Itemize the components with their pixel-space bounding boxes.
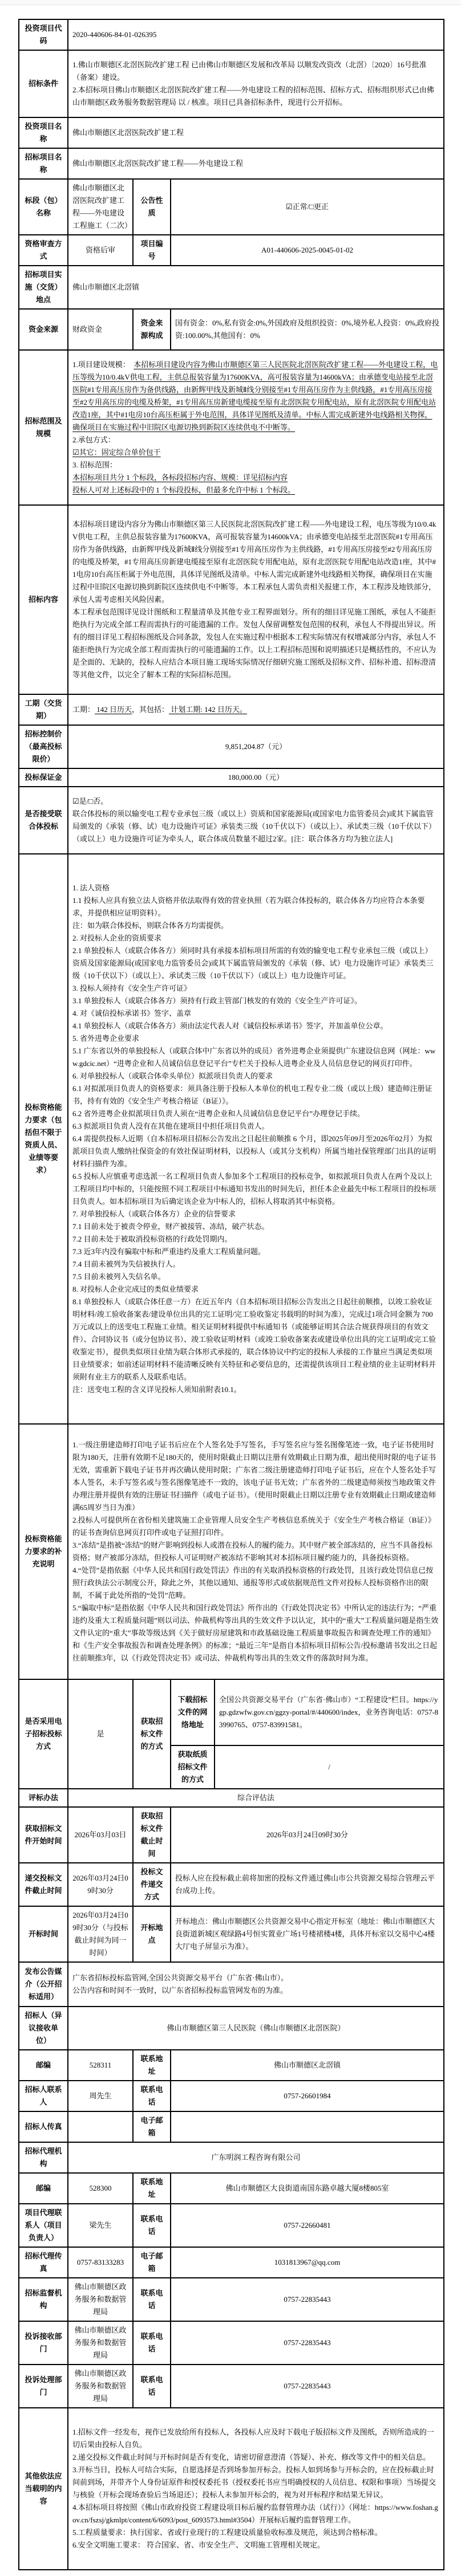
bid-deposit-label: 投标保证金 bbox=[19, 768, 68, 787]
tenderer-address-label: 联系地址 bbox=[133, 2050, 171, 2081]
doc-obtain-method-label: 获取招标文件的方式 bbox=[133, 1679, 171, 1789]
scope-item-6: 投标人可对上述标段中的 1 个标段投标，但最多允许中标 1 个标段。 bbox=[72, 486, 296, 494]
supervisor-value: 佛山市顺德区政务服务和数据管理局 bbox=[68, 2278, 133, 2321]
bid-deadline-value: 2026年03月24日09时30分 bbox=[68, 1863, 133, 1906]
investment-project-name-value: 佛山市顺德区北滘医院改扩建工程 bbox=[68, 117, 444, 148]
tenderer-label: 招标人（异议接收单位） bbox=[19, 2007, 68, 2050]
row-complaint-receiving bbox=[19, 2321, 444, 2365]
delivery-location-value: 佛山市顺德区北滘镇 bbox=[68, 266, 444, 309]
row-tender-conditions bbox=[19, 50, 444, 117]
qualification-method-value: 资格后审 bbox=[68, 235, 133, 266]
tender-scope-label: 招标范围及规模 bbox=[19, 350, 68, 505]
qualification-supplement-label: 投标资格能力要求的补充说明 bbox=[19, 1424, 68, 1679]
bidder-qualification-value: 1. 法人资格 1.1 投标人应具有独立法人资格并依法取得有效的营业执照（若为联合体投标的，联合体各方均应符合本条要求，并提供相应证明资料）。 注：如为联合体投标，则联合体各方均需提供。 2. 对投标人企业的资质要求 2.1 单独投标人（或联合体各方）须同时具有承接本招标项目所需的有效的输变电工程专业承包三级（或以上）资质及国家能源局(或国家电力监管委员会)或其下属监管局颁发的《承装（修、试）电力设施许可证》承装类三级（10千伏以下）（或以上）、承试类三级（10千伏以下）（或以上）电力设施许可证。 3. 投标人须持有《安全生产许可证》 3.1 单独投标人（或联合体各方）须持有行政主管部门核发的有效的《安全生产许可证》。 4. 对《诚信投标承诺书》签字、盖章 4.1 单独投标人（或联合体各方）须由法定代表人对《诚信投标承诺书》签字，并加盖单位公章。 5. 省外进粤企业要求 5.1 广东省以外的单独投标人（或联合体中广东省以外的成员）省外进粤企业须提供广东建设信息网（网址：www.gdcic.net）“进粤企业和人员诚信信息登记平台”专栏关于投标人进粤企业及人员信息登记的网页打印件。 6. 对单独投标人（或联合体牵头单位）拟派项目负责人的要求 6.1 对拟派项目负责人的资格要求：须具备注册于投标人本单位的机电工程专业二级（或以上级）建造师注册证书，持有有效的《安全生产考核合格证（B证）》。 6.2 省外进粤企业拟派项目负责人须在“进粤企业和人员诚信信息登记平台”办理登记手续。 6.3 拟派项目负责人没有在其他在建项目中担任项目负责人。 6.4 需提供投标人近期（自本招标项目招标公告发出之日起往前顺推 6 个月，即2025年09月至2026年02月）为拟派项目负责人缴纳社保资金的有效社保证明材料，以投标人（或其分支机构）所属当地社保管理部门出具的证明材料扫描件为准。 6.5 投标人应慎重考虑选派一名工程项目负责人参加多个工程项目的投标竞争，如拟派项目负责人在两个及以上工程项目均中标的，只能按照不同工程项目中标通知书发出的时间先后，担任本企业最先中标工程项目的投标项目负责人。如本招标项目为后确定该企业为中标人的，招标人将取消其中标资格。 7. 对单独投标人（或联合体各方）企业的信誉要求 7.1 目前未处于被责令停业，财产被接管、冻结，破产状态。 7.2 目前未处于被取消投标资格的行政处罚期内。 7.3 近3年内没有骗取中标和严重违约及重大工程质量问题。 7.4 目前未被列为失信被执行人。 7.5 目前未被列入失信名单。 8. 对投标人企业完成过的类似业绩要求 8.1 单独投标人（或联合体任意一方）在近五年内（自本招标项目招标公告发出之日起往前顺推，以竣工验收证明材料/竣工验收备案表/建设单位出具的完工证明/完工验收鉴定书载明的时间为准），完成过1项合同金额为 700万元或以上的送变电工程施工业绩。相关证明材料提供中标通知书（或能够证明其合法合规获得项目的有效文件）、合同协议书（或分包协议书）、竣工验收证明材料（或竣工验收备案表或建设单位出具的完工证明或完工验收鉴定书），提供类似项目业绩为联合体形式承接的，联合体协议中约定的投标人承接的工作量应当满足类似项目业绩要求；如前述证明材料不能清晰反映有关特征和必要信息的，还需提供该项目工程业绩的业主证明材料并须附有业主方的联系人及联系电话。 注：送变电工程的含义详见投标人须知前附表10.1。 bbox=[68, 854, 444, 1424]
row-duration bbox=[19, 694, 444, 725]
tender-conditions-value: 1.佛山市顺德区北滘医院改扩建工程 已由佛山市顺德区发展和改革局 以顺发改资改（北滘）〔2020〕16号批准（备案）建设。 2.本招标项目佛山市顺德区北滘医院改扩建工程——外电建设工程的招标范围、招标方式、招标组织形式已由佛山市顺德区政务服务数据管理局 以 / 核准。项目已具备招标条件，现进行公开招标。 bbox=[68, 50, 444, 117]
announcement-media-value: 广东省招标投标监管网,全国公共资源交易平台（广东省·佛山市）。 公告内容和时间不一致时，以广东省招标投标监管网发布的为准。 bbox=[68, 1962, 444, 2007]
complaint-handling-label: 投诉处理部门 bbox=[19, 2365, 68, 2408]
scope-item-4: 3. 招标范围： bbox=[72, 461, 118, 469]
evaluation-method-value: 综合评估法 bbox=[68, 1789, 444, 1807]
consortium-value bbox=[68, 787, 444, 854]
paper-doc-method-value: / bbox=[215, 1745, 444, 1789]
row-qualification-method bbox=[19, 235, 444, 266]
agency-value: 广东明润工程咨询有限公司 bbox=[68, 2142, 444, 2173]
agency-contact-label: 项目代理联系人（项目负责人） bbox=[19, 2204, 68, 2247]
row-complaint-handling bbox=[19, 2365, 444, 2408]
tenderer-postcode-label: 邮编 bbox=[19, 2050, 68, 2081]
row-bid-deposit bbox=[19, 768, 444, 787]
complaint-receiving-phone-label: 联系电话 bbox=[133, 2321, 171, 2365]
fund-source-value: 财政资金 bbox=[68, 309, 133, 350]
section-name-label: 标段（包）名称 bbox=[19, 179, 68, 235]
row-bid-opening bbox=[19, 1906, 444, 1962]
agency-phone-label: 联系电话 bbox=[133, 2204, 171, 2247]
project-number-value: A01-440606-2025-0045-01-02 bbox=[171, 235, 444, 266]
control-price-value: 9,851,204.87（元） bbox=[68, 725, 444, 768]
agency-email-value: 1031813967@qq.com bbox=[171, 2247, 444, 2278]
row-tenderer-contact bbox=[19, 2081, 444, 2111]
tender-announcement-table bbox=[18, 19, 444, 2570]
row-consortium bbox=[19, 787, 444, 854]
supervisor-label: 招标监督机构 bbox=[19, 2278, 68, 2321]
project-number-label: 项目编号 bbox=[133, 235, 171, 266]
fund-source-label: 资金来源 bbox=[19, 309, 68, 350]
row-bid-submission bbox=[19, 1863, 444, 1906]
tender-conditions-label: 招标条件 bbox=[19, 50, 68, 117]
complaint-handling-phone-label: 联系电话 bbox=[133, 2365, 171, 2408]
announcement-media-label: 发布公告媒介（公开招标适用） bbox=[19, 1962, 68, 2007]
notice-nature-checkbox-value: ☑正常/□更正 bbox=[171, 179, 444, 235]
doc-obtain-deadline-label: 获取招标文件截止时间 bbox=[133, 1807, 171, 1863]
scope-item-2: 2.承包方式： bbox=[72, 436, 115, 444]
qualification-method-label: 资格审查方式 bbox=[19, 235, 68, 266]
row-agency-contact bbox=[19, 2204, 444, 2247]
agency-email-label: 电子邮箱 bbox=[133, 2247, 171, 2278]
duration-value: 工期： 142 日历天，其包括： 计划工期: 142 日历天。 bbox=[68, 694, 444, 725]
paper-doc-method-label: 获取纸质招标文件的方式 bbox=[171, 1745, 215, 1789]
agency-contact-value: 梁先生 bbox=[68, 2204, 133, 2247]
agency-address-value: 佛山市顺德区大良街道南国东路卓越大厦8楼805室 bbox=[171, 2173, 444, 2204]
row-investment-project-name bbox=[19, 117, 444, 148]
row-agency bbox=[19, 2142, 444, 2173]
tenderer-email-value bbox=[171, 2111, 444, 2142]
duration-label: 工期（交货期） bbox=[19, 694, 68, 725]
agency-fax-label: 招标代理传真 bbox=[19, 2247, 68, 2278]
row-section-name bbox=[19, 179, 444, 235]
tenderer-fax-label: 招标人传真 bbox=[19, 2111, 68, 2142]
scope-item-3-checkbox: ☑其它：固定综合单价包干 bbox=[72, 448, 161, 457]
row-supervisor bbox=[19, 2278, 444, 2321]
tenderer-phone-value: 0757-26601984 bbox=[171, 2081, 444, 2111]
agency-postcode-value: 528300 bbox=[68, 2173, 133, 2204]
complaint-receiving-label: 投诉接收部门 bbox=[19, 2321, 68, 2365]
row-tender-content bbox=[19, 505, 444, 694]
complaint-handling-phone-value: 0757-22835443 bbox=[171, 2365, 444, 2408]
scope-item-5: 本招标项目共分 1 个标段，各标段招标内容、规模：详见招标内容 bbox=[72, 473, 288, 482]
electronic-bidding-label: 是否采用电子招标投标方式 bbox=[19, 1679, 68, 1789]
fund-composition-value: 国有资金：0%,私有资金:0%,外国政府及组织投资：0%,境外私人投资：0%,政府投资:100.00%,其他国有：0% bbox=[171, 309, 444, 350]
tenderer-email-label: 电子邮箱 bbox=[133, 2111, 171, 2142]
row-tender-project-name bbox=[19, 148, 444, 179]
project-code-label: 投资项目代码 bbox=[19, 19, 68, 50]
bid-submit-method-value: 投标人应在投标截止前将加密的投标文件通过佛山市公共资源交易综合管理云平台成功上传。 bbox=[171, 1863, 444, 1906]
tenderer-postcode-value: 528311 bbox=[68, 2050, 133, 2081]
row-delivery-location bbox=[19, 266, 444, 309]
other-required-content-value: 1.招标文件一经发布，视作已发放给所有投标人，各投标人应及时下载电子版招标文件及图纸，否则所造成的一切后果由投标人自负。 2.递交投标文件截止时间与开标时间是否有变化，请密切留意澄清（答疑）、补充、修改等文件中的相关信息。 3.开标当日，投标人可结合实际，自愿选择是否到场参加开标会。投标人如到场参与开标会的，应在投标截止时间前到场，并带齐个人身份证原件和授权委托书（授权委托书应当明确授权的人员信息、权限和事项）当场提交与核验（开标会现场查验后当场退还）；投标人未参加开标会的，视为对开标程序和结果无异议。 4.本招标项目将按照《佛山市政府投资工程建设项目标后履约监督管理办法（试行）》（网址：https://www.foshan.gov.cn/fszsj/gkmlpt/content/6/6093/post_6093573.html#3504）开展标后履约监督管理工作。 5.工程质量要求：执行国家、省或行业现行的工程建设质量验收标准及规范，须达到合格标准。 6.安全文明施工要求： 符合国家、省、市安全生产、文明施工管理相关规定。 bbox=[68, 2408, 444, 2570]
tenderer-value: 佛山市顺德区第三人民医院（佛山市顺德区北滘医院） bbox=[68, 2007, 444, 2050]
doc-obtain-deadline-value: 2026年03月24日09时30分 bbox=[171, 1807, 444, 1863]
scope-item-1: 1.项目建设规模： 本招标项目建设内容为佛山市顺德区第三人民医院北滘医院改扩建工程——外电建设工程，电压等级为10/0.4kV供电工程，主供总报装容量为17600KVA，高可报装容量为14600kVA；由承德变电站接至北滘医院#1专用高压房作为备供线路，由新辉甲线及新城Ⅱ线分别接至#1专用高压房作为主供线路，#1专用高压房接至#2专用高压房的电缆及桥架，#1专用高压房新建电缆接至原有北滘医院专用配电站，原有北滘医院专用配电站改造1座，其中#1电房10台高压柜属于外电范围，具体详见图纸及清单。中标人需完成新建外电线路相关物探，确保项目在实施过程中旧院区电源切换到新院区连续供电不中断等。 bbox=[72, 360, 438, 432]
row-evaluation-method bbox=[19, 1789, 444, 1807]
agency-fax-value: 0757-83133283 bbox=[68, 2247, 133, 2278]
doc-download-url-label: 下载招标文件的网络地址 bbox=[171, 1679, 215, 1745]
tender-project-name-value: 佛山市顺德区北滘医院改扩建工程——外电建设工程 bbox=[68, 148, 444, 179]
delivery-location-label: 招标项目实施（交货）地点 bbox=[19, 266, 68, 309]
consortium-text: 联合体投标的须以输变电工程专业承包三级（或以上）资质和国家能源局(或国家电力监管委员会)或其下属监管局颁发的《承装（修、试）电力设施许可证》承装类三级（10千伏以下）（或以上）、承试类三级（10千伏以下）（或以上）电力设施许可证为牵头人，联合体成员数量不超过2家。[注：联合体各方均为独立法人] bbox=[72, 809, 436, 843]
consortium-label: 是否接受联合体投标 bbox=[19, 787, 68, 854]
project-code-value: 2020-440606-84-01-026395 bbox=[68, 19, 444, 50]
qualification-supplement-value: 1.一级注册建造师打印电子证书后应在个人签名处手写签名，手写签名应与签名图像笔迹一致，电子证书使用时限为180天，注册有效期不足180天的，使用时限截止日期以注册有效期截止日期为准，超出使用时限的电子证书无效，需重新下载电子证书并再次确认使用时限；广东省二级注册建造师打印电子证书后，应在个人签名处手写本人签名，未手写签名或与签名图像笔迹不一致的，该电子证书无效；广东省外的二级建造师须按当地政策文件办理注册并提供有效的注册证书扫描件（或电子证书）。（使用时限截止日期以注册专业有效期截止日期或建造师满65周岁当日为准） 2.投标人可提供所在省份相关建筑施工企业管理人员安全生产考核信息系统关于《安全生产考核合格证（B证）》的证书查询信息网页打印件或电子证照打印件。 3.“冻结”是指被“冻结”的财产影响到投标人或潜在投标人的履约能力。其中财产被全部冻结的，应当不具备投标资格；财产被部分冻结，但投标人可证明财产被冻结不影响其对本招标项目履约能力的，具备投标资格。 4.“处罚”是指依据《中华人民共和国行政处罚法》作出的有关取消投标资格的行政处罚，且该行政处罚信息已按照行政执法公示制度公开，除此之外，其他以通知、通报等形式或依据规范性文件对投标人投标资格作出的限制，不属于此处所指的“处罚”范畴。 5.“骗取中标”是指依据《中华人民共和国行政处罚法》所作出的《行政处罚决定书》中所认定的违法行为；“严重违约及重大工程质量问题”则以司法、仲裁机构等出具的生效文件予以认定，其中的“重大”工程质量问题是指生效文件认定的“重大”事故等级达到《关于做好房屋建筑和市政基础设施工程质量事故报告和调查处理工作的通知》和《生产安全事故报告和调查处理条例》的标准；“最近三年”是指自本招标项目招标公告/投标邀请书发出之日起往前顺推3年，以《行政处罚决定书》或司法、仲裁机构等出具的生效文件的落款时间为准。 bbox=[68, 1424, 444, 1679]
bid-opening-place-label: 开标地点 bbox=[133, 1906, 171, 1962]
agency-phone-value: 0757-22660481 bbox=[171, 2204, 444, 2247]
row-electronic-bidding bbox=[19, 1679, 444, 1745]
row-other-required-content bbox=[19, 2408, 444, 2570]
bid-submit-method-label: 投标文件递交方式 bbox=[133, 1863, 171, 1906]
investment-project-name-label: 投资项目名称 bbox=[19, 117, 68, 148]
fund-composition-label: 资金来源构成 bbox=[133, 309, 171, 350]
bid-opening-time-label: 开标时间 bbox=[19, 1906, 68, 1962]
tenderer-phone-label: 联系电话 bbox=[133, 2081, 171, 2111]
row-control-price bbox=[19, 725, 444, 768]
tenderer-address-value: 佛山市顺德区北滘镇 bbox=[171, 2050, 444, 2081]
bid-deposit-value: 180,000.00（元） bbox=[68, 768, 444, 787]
top-strip bbox=[0, 0, 461, 5]
row-doc-obtain-time bbox=[19, 1807, 444, 1863]
row-bidder-qualification bbox=[19, 854, 444, 1424]
tender-scope-value bbox=[68, 350, 444, 505]
tender-content-value: 本招标项目建设内容分为佛山市顺德区第三人民医院北滘医院改扩建工程——外电建设工程，电压等级为10/0.4kV供电工程，主供总报装容量为17600KVA，高可报装容量为14600kVA；由承德变电站接至北滘医院#1专用高压房作为备供线路，由新辉甲线及新城Ⅱ线分别接至#1专用高压房作为主供线路，#1专用高压房接至#2专用高压房的电缆及桥架，#1专用高压房新建电缆接至原有北滘医院专用配电站，原有北滘医院专用配电站改造1座，其中#1电房10台高压柜属于外电范围，具体详见图纸及清单。中标人需完成新建外电线路相关物探，确保项目在实施过程中旧院区电源切换到新院区连续供电不中断等。本工程承包人需负责相关报建工作，本工程涉及地铁部分，承包人需考虑相关风险因素。 本工程承包范围详见设计图纸和工程量清单及其他专业工程界面划分。所有的细目详见施工图纸，承包人不能拒绝执行为完成全部工程而需执行的可能遗漏的工作。发包人保留调整发包范围的权利，承包人不得提出异议。所有的细目详见工程招标图纸及合同条款，发包人在实施过程中根据本工程实际情况有权增减部分内容，承包人不能拒绝执行为完成全部工程而需执行的可能遗漏的工作。以上工程招标范围和说明描述只是概括性的，不应认为是全面的、无缺的，投标人应结合本项目施工现场实际情况仔细研究施工图纸及招标文件、招标补遗、招标澄清等其他文件，以完全了解本工程的实际招标范围。 bbox=[68, 505, 444, 694]
tenderer-fax-value bbox=[68, 2111, 133, 2142]
agency-postcode-label: 邮编 bbox=[19, 2173, 68, 2204]
doc-obtain-start-label: 获取招标文件开始时间 bbox=[19, 1807, 68, 1863]
bid-opening-place-value: 开标地点：佛山市顺德区公共资源交易中心指定开标室（地址：佛山市顺德区大良街道新城区观绿路4号恒实置业广场1号楼裙楼4楼，具体开标室以交易中心4楼大厅电子屏显示为准）。 bbox=[171, 1906, 444, 1962]
row-tender-scope bbox=[19, 350, 444, 505]
electronic-bidding-value: 是 bbox=[68, 1679, 133, 1789]
row-project-code bbox=[19, 19, 444, 50]
bidder-qualification-label: 投标资格能力要求（包括但不限于资质人员、业绩等要求） bbox=[19, 854, 68, 1424]
evaluation-method-label: 评标办法 bbox=[19, 1789, 68, 1807]
tenderer-contact-label: 招标人联系人 bbox=[19, 2081, 68, 2111]
row-agency-fax bbox=[19, 2247, 444, 2278]
doc-obtain-start-value: 2026年03月03日 bbox=[68, 1807, 133, 1863]
supervisor-phone-label: 联系电话 bbox=[133, 2278, 171, 2321]
complaint-receiving-phone-value: 0757-22835443 bbox=[171, 2321, 444, 2365]
row-tenderer-postcode bbox=[19, 2050, 444, 2081]
complaint-handling-value: 佛山市顺德区政务服务和数据管理局 bbox=[68, 2365, 133, 2408]
row-fund-source bbox=[19, 309, 444, 350]
supervisor-phone-value: 0757-22835443 bbox=[171, 2278, 444, 2321]
row-tenderer bbox=[19, 2007, 444, 2050]
agency-address-label: 联系地址 bbox=[133, 2173, 171, 2204]
bid-opening-time-value: 2026年03月24日09时30分（与投标截止时间为同一时间） bbox=[68, 1906, 133, 1962]
other-required-content-label: 其他依法应当载明的内容 bbox=[19, 2408, 68, 2570]
row-tenderer-fax bbox=[19, 2111, 444, 2142]
notice-nature-label: 公告性质 bbox=[133, 179, 171, 235]
complaint-receiving-value: 佛山市顺德区政务服务和数据管理局 bbox=[68, 2321, 133, 2365]
bid-deadline-label: 递交投标文件截止时间 bbox=[19, 1863, 68, 1906]
row-agency-postcode bbox=[19, 2173, 444, 2204]
section-name-value: 佛山市顺德区北滘医院改扩建工程——外电建设工程施工（二次） bbox=[68, 179, 133, 235]
doc-download-url-value: 全国公共资源交易平台（广东省·佛山市）“工程建设”栏目。https://ygp.gdzwfw.gov.cn/ggzy-portal/#/440600/index，业务咨询电话：0757-83990765、0757-83991581。 bbox=[215, 1679, 444, 1745]
tender-project-name-label: 招标项目名称 bbox=[19, 148, 68, 179]
row-announcement-media bbox=[19, 1962, 444, 2007]
control-price-label: 招标控制价（最高投标限价） bbox=[19, 725, 68, 768]
row-qualification-supplement bbox=[19, 1424, 444, 1679]
tender-content-label: 招标内容 bbox=[19, 505, 68, 694]
consortium-checkbox: ☑是/□否。 bbox=[72, 797, 108, 805]
agency-label: 招标代理机构 bbox=[19, 2142, 68, 2173]
tenderer-contact-value: 周先生 bbox=[68, 2081, 133, 2111]
